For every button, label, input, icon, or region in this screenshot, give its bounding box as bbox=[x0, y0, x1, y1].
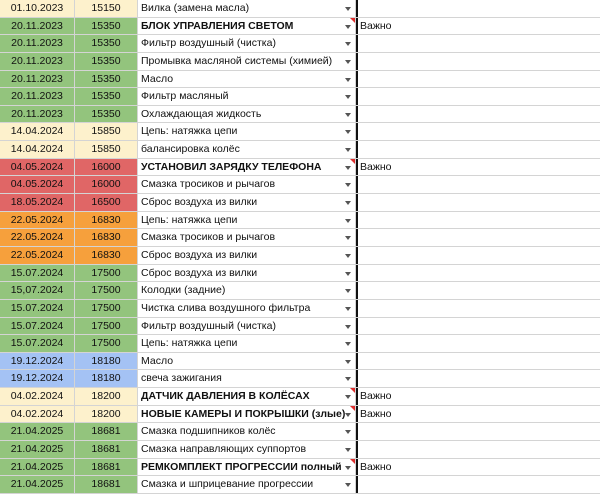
work-label: балансировка колёс bbox=[141, 143, 240, 156]
work-cell[interactable] bbox=[138, 247, 356, 264]
dropdown-arrow-icon[interactable] bbox=[345, 289, 351, 293]
dropdown-arrow-icon[interactable] bbox=[345, 113, 351, 117]
work-label: Цепь: натяжка цепи bbox=[141, 125, 238, 138]
priority-cell[interactable]: Важно bbox=[356, 388, 600, 405]
work-label: Смазка направляющих суппортов bbox=[141, 443, 307, 456]
priority-cell[interactable] bbox=[356, 106, 600, 123]
table-row bbox=[0, 194, 600, 212]
date-cell[interactable]: 21.04.2025 bbox=[0, 423, 75, 440]
priority-cell[interactable] bbox=[356, 265, 600, 282]
dropdown-arrow-icon[interactable] bbox=[345, 95, 351, 99]
mileage-cell[interactable]: 16830 bbox=[75, 212, 138, 229]
work-cell[interactable] bbox=[138, 318, 356, 335]
date-cell[interactable]: 15.07.2024 bbox=[0, 265, 75, 282]
work-cell[interactable] bbox=[138, 459, 356, 476]
dropdown-arrow-icon[interactable] bbox=[345, 25, 351, 29]
work-label: НОВЫЕ КАМЕРЫ И ПОКРЫШКИ (злые) bbox=[141, 407, 346, 420]
mileage-cell[interactable]: 18681 bbox=[75, 476, 138, 493]
comment-indicator-icon[interactable] bbox=[350, 459, 355, 464]
date-cell[interactable]: 20.11.2023 bbox=[0, 35, 75, 52]
priority-cell[interactable] bbox=[356, 229, 600, 246]
table-row bbox=[0, 388, 600, 406]
comment-indicator-icon[interactable] bbox=[350, 388, 355, 393]
work-label: Фильтр масляный bbox=[141, 90, 229, 103]
mileage-cell[interactable]: 17500 bbox=[75, 300, 138, 317]
dropdown-arrow-icon[interactable] bbox=[345, 483, 351, 487]
table-row bbox=[0, 176, 600, 194]
mileage-cell[interactable]: 15850 bbox=[75, 123, 138, 140]
priority-cell[interactable] bbox=[356, 176, 600, 193]
dropdown-arrow-icon[interactable] bbox=[345, 395, 351, 399]
date-cell[interactable]: 21.04.2025 bbox=[0, 476, 75, 493]
dropdown-arrow-icon[interactable] bbox=[345, 7, 351, 11]
mileage-cell[interactable]: 18681 bbox=[75, 423, 138, 440]
table-row bbox=[0, 406, 600, 424]
priority-cell[interactable] bbox=[356, 88, 600, 105]
work-cell[interactable] bbox=[138, 476, 356, 493]
work-label: Цепь: натяжка цепи bbox=[141, 213, 238, 226]
date-cell[interactable]: 22.05.2024 bbox=[0, 229, 75, 246]
dropdown-arrow-icon[interactable] bbox=[345, 466, 351, 470]
table-row bbox=[0, 159, 600, 177]
table-row bbox=[0, 335, 600, 353]
priority-cell[interactable] bbox=[356, 353, 600, 370]
work-label: Масло bbox=[141, 354, 174, 367]
work-cell[interactable] bbox=[138, 353, 356, 370]
priority-cell[interactable] bbox=[356, 423, 600, 440]
date-cell[interactable]: 20.11.2023 bbox=[0, 18, 75, 35]
dropdown-arrow-icon[interactable] bbox=[345, 219, 351, 223]
work-cell[interactable] bbox=[138, 212, 356, 229]
table-row bbox=[0, 441, 600, 459]
dropdown-arrow-icon[interactable] bbox=[345, 236, 351, 240]
mileage-cell[interactable]: 17500 bbox=[75, 265, 138, 282]
date-cell[interactable]: 20.11.2023 bbox=[0, 71, 75, 88]
work-label: Сброс воздуха из вилки bbox=[141, 196, 258, 209]
dropdown-arrow-icon[interactable] bbox=[345, 342, 351, 346]
work-label: Промывка масляной системы (химией) bbox=[141, 54, 333, 67]
work-cell[interactable] bbox=[138, 423, 356, 440]
table-row bbox=[0, 423, 600, 441]
mileage-cell[interactable]: 17500 bbox=[75, 282, 138, 299]
mileage-cell[interactable]: 18200 bbox=[75, 388, 138, 405]
work-label: БЛОК УПРАВЛЕНИЯ СВЕТОМ bbox=[141, 19, 294, 32]
mileage-cell[interactable]: 17500 bbox=[75, 335, 138, 352]
mileage-cell[interactable]: 15350 bbox=[75, 71, 138, 88]
date-cell[interactable]: 04.02.2024 bbox=[0, 406, 75, 423]
work-label: Фильтр воздушный (чистка) bbox=[141, 37, 276, 50]
date-cell[interactable]: 14.04.2024 bbox=[0, 141, 75, 158]
date-cell[interactable]: 21.04.2025 bbox=[0, 459, 75, 476]
mileage-cell[interactable]: 15150 bbox=[75, 0, 138, 17]
comment-indicator-icon[interactable] bbox=[350, 18, 355, 23]
work-label: УСТАНОВИЛ ЗАРЯДКУ ТЕЛЕФОНА bbox=[141, 160, 322, 173]
date-cell[interactable]: 15,07.2024 bbox=[0, 282, 75, 299]
table-row bbox=[0, 282, 600, 300]
work-label: Чистка слива воздушного фильтра bbox=[141, 301, 311, 314]
dropdown-arrow-icon[interactable] bbox=[345, 42, 351, 46]
priority-cell[interactable] bbox=[356, 300, 600, 317]
mileage-cell[interactable]: 16830 bbox=[75, 247, 138, 264]
priority-cell[interactable] bbox=[356, 476, 600, 493]
work-label: Цепь: натяжка цепи bbox=[141, 337, 238, 350]
date-cell[interactable]: 14.04.2024 bbox=[0, 123, 75, 140]
priority-cell[interactable]: Важно bbox=[356, 406, 600, 423]
dropdown-arrow-icon[interactable] bbox=[345, 413, 351, 417]
work-cell[interactable] bbox=[138, 229, 356, 246]
dropdown-arrow-icon[interactable] bbox=[345, 430, 351, 434]
date-cell[interactable]: 15.07.2024 bbox=[0, 318, 75, 335]
dropdown-arrow-icon[interactable] bbox=[345, 360, 351, 364]
mileage-cell[interactable]: 15350 bbox=[75, 18, 138, 35]
work-label: свеча зажигания bbox=[141, 372, 222, 385]
work-cell[interactable] bbox=[138, 123, 356, 140]
work-cell[interactable] bbox=[138, 282, 356, 299]
work-label: Смазка и шприцевание прогрессии bbox=[141, 478, 314, 491]
priority-cell[interactable] bbox=[356, 282, 600, 299]
date-cell[interactable]: 19.12.2024 bbox=[0, 353, 75, 370]
mileage-cell[interactable]: 16000 bbox=[75, 159, 138, 176]
work-label: Охлаждающая жидкость bbox=[141, 107, 262, 120]
date-cell[interactable]: 20.11.2023 bbox=[0, 53, 75, 70]
date-cell[interactable]: 04.02.2024 bbox=[0, 388, 75, 405]
date-cell[interactable]: 20.11.2023 bbox=[0, 88, 75, 105]
priority-cell[interactable] bbox=[356, 318, 600, 335]
table-row bbox=[0, 247, 600, 265]
table-row bbox=[0, 229, 600, 247]
priority-cell[interactable] bbox=[356, 141, 600, 158]
work-cell[interactable] bbox=[138, 88, 356, 105]
work-label: Смазка тросиков и рычагов bbox=[141, 178, 276, 191]
table-row bbox=[0, 53, 600, 71]
priority-cell[interactable] bbox=[356, 53, 600, 70]
work-cell[interactable] bbox=[138, 370, 356, 387]
dropdown-arrow-icon[interactable] bbox=[345, 78, 351, 82]
date-cell[interactable]: 01.10.2023 bbox=[0, 0, 75, 17]
work-label: Вилка (замена масла) bbox=[141, 2, 250, 14]
work-label: Масло bbox=[141, 72, 174, 85]
work-cell[interactable] bbox=[138, 141, 356, 158]
work-label: ДАТЧИК ДАВЛЕНИЯ В КОЛЁСАХ bbox=[141, 390, 310, 403]
dropdown-arrow-icon[interactable] bbox=[345, 325, 351, 329]
mileage-cell[interactable]: 15350 bbox=[75, 106, 138, 123]
table-row bbox=[0, 300, 600, 318]
work-cell[interactable] bbox=[138, 176, 356, 193]
work-cell[interactable] bbox=[138, 159, 356, 176]
priority-cell[interactable] bbox=[356, 335, 600, 352]
work-label: Смазка подшипников колёс bbox=[141, 425, 276, 438]
work-label: РЕМКОМПЛЕКТ ПРОГРЕССИИ полный bbox=[141, 460, 342, 473]
mileage-cell[interactable]: 18200 bbox=[75, 406, 138, 423]
work-cell[interactable] bbox=[138, 53, 356, 70]
date-cell[interactable]: 04.05.2024 bbox=[0, 176, 75, 193]
mileage-cell[interactable]: 16830 bbox=[75, 229, 138, 246]
work-cell[interactable] bbox=[138, 0, 356, 17]
dropdown-arrow-icon[interactable] bbox=[345, 130, 351, 134]
table-row bbox=[0, 353, 600, 371]
table-row bbox=[0, 212, 600, 230]
date-cell[interactable]: 21.04.2025 bbox=[0, 441, 75, 458]
dropdown-arrow-icon[interactable] bbox=[345, 377, 351, 381]
work-cell[interactable] bbox=[138, 71, 356, 88]
mileage-cell[interactable]: 16500 bbox=[75, 194, 138, 211]
date-cell[interactable]: 04.05.2024 bbox=[0, 159, 75, 176]
priority-cell[interactable]: Важно bbox=[356, 18, 600, 35]
table-row bbox=[0, 318, 600, 336]
work-cell[interactable] bbox=[138, 106, 356, 123]
date-cell[interactable]: 15.07.2024 bbox=[0, 300, 75, 317]
date-cell[interactable]: 18.05.2024 bbox=[0, 194, 75, 211]
work-cell[interactable] bbox=[138, 441, 356, 458]
priority-cell[interactable] bbox=[356, 35, 600, 52]
work-label: Фильтр воздушный (чистка) bbox=[141, 319, 276, 332]
work-cell[interactable] bbox=[138, 18, 356, 35]
table-row bbox=[0, 35, 600, 53]
work-cell[interactable] bbox=[138, 300, 356, 317]
comment-indicator-icon[interactable] bbox=[350, 406, 355, 411]
priority-cell[interactable] bbox=[356, 0, 600, 17]
work-cell[interactable] bbox=[138, 265, 356, 282]
table-row bbox=[0, 265, 600, 283]
mileage-cell[interactable]: 18681 bbox=[75, 459, 138, 476]
date-cell[interactable]: 20.11.2023 bbox=[0, 106, 75, 123]
priority-cell[interactable] bbox=[356, 212, 600, 229]
work-label: Смазка тросиков и рычагов bbox=[141, 231, 276, 244]
dropdown-arrow-icon[interactable] bbox=[345, 307, 351, 311]
work-cell[interactable] bbox=[138, 335, 356, 352]
dropdown-arrow-icon[interactable] bbox=[345, 60, 351, 64]
mileage-cell[interactable]: 18180 bbox=[75, 353, 138, 370]
dropdown-arrow-icon[interactable] bbox=[345, 183, 351, 187]
date-cell[interactable]: 15.07.2024 bbox=[0, 335, 75, 352]
priority-cell[interactable] bbox=[356, 71, 600, 88]
date-cell[interactable]: 22.05.2024 bbox=[0, 247, 75, 264]
dropdown-arrow-icon[interactable] bbox=[345, 166, 351, 170]
date-cell[interactable]: 19.12.2024 bbox=[0, 370, 75, 387]
dropdown-arrow-icon[interactable] bbox=[345, 148, 351, 152]
date-cell[interactable]: 22.05.2024 bbox=[0, 212, 75, 229]
comment-indicator-icon[interactable] bbox=[350, 159, 355, 164]
priority-cell[interactable] bbox=[356, 247, 600, 264]
table-row bbox=[0, 459, 600, 477]
mileage-cell[interactable]: 16000 bbox=[75, 176, 138, 193]
table-row bbox=[0, 476, 600, 494]
priority-cell[interactable]: Важно bbox=[356, 159, 600, 176]
work-cell[interactable] bbox=[138, 194, 356, 211]
table-row bbox=[0, 370, 600, 388]
table-row bbox=[0, 18, 600, 36]
table-row bbox=[0, 71, 600, 89]
table-row bbox=[0, 123, 600, 141]
table-row bbox=[0, 88, 600, 106]
dropdown-arrow-icon[interactable] bbox=[345, 254, 351, 258]
mileage-cell[interactable]: 15350 bbox=[75, 53, 138, 70]
priority-cell[interactable]: Важно bbox=[356, 459, 600, 476]
mileage-cell[interactable]: 15850 bbox=[75, 141, 138, 158]
mileage-cell[interactable]: 15350 bbox=[75, 88, 138, 105]
mileage-cell[interactable]: 18681 bbox=[75, 441, 138, 458]
table-row bbox=[0, 106, 600, 124]
work-label: Сброс воздуха из вилки bbox=[141, 266, 258, 279]
work-label: Сброс воздуха из вилки bbox=[141, 248, 258, 261]
priority-cell[interactable] bbox=[356, 123, 600, 140]
dropdown-arrow-icon[interactable] bbox=[345, 272, 351, 276]
table-row bbox=[0, 141, 600, 159]
mileage-cell[interactable]: 18180 bbox=[75, 370, 138, 387]
priority-cell[interactable] bbox=[356, 370, 600, 387]
mileage-cell[interactable]: 17500 bbox=[75, 318, 138, 335]
table-row bbox=[0, 0, 600, 18]
priority-cell[interactable] bbox=[356, 441, 600, 458]
work-label: Колодки (задние) bbox=[141, 284, 226, 297]
work-cell[interactable] bbox=[138, 406, 356, 423]
dropdown-arrow-icon[interactable] bbox=[345, 448, 351, 452]
work-cell[interactable] bbox=[138, 35, 356, 52]
mileage-cell[interactable]: 15350 bbox=[75, 35, 138, 52]
priority-cell[interactable] bbox=[356, 194, 600, 211]
work-cell[interactable] bbox=[138, 388, 356, 405]
dropdown-arrow-icon[interactable] bbox=[345, 201, 351, 205]
